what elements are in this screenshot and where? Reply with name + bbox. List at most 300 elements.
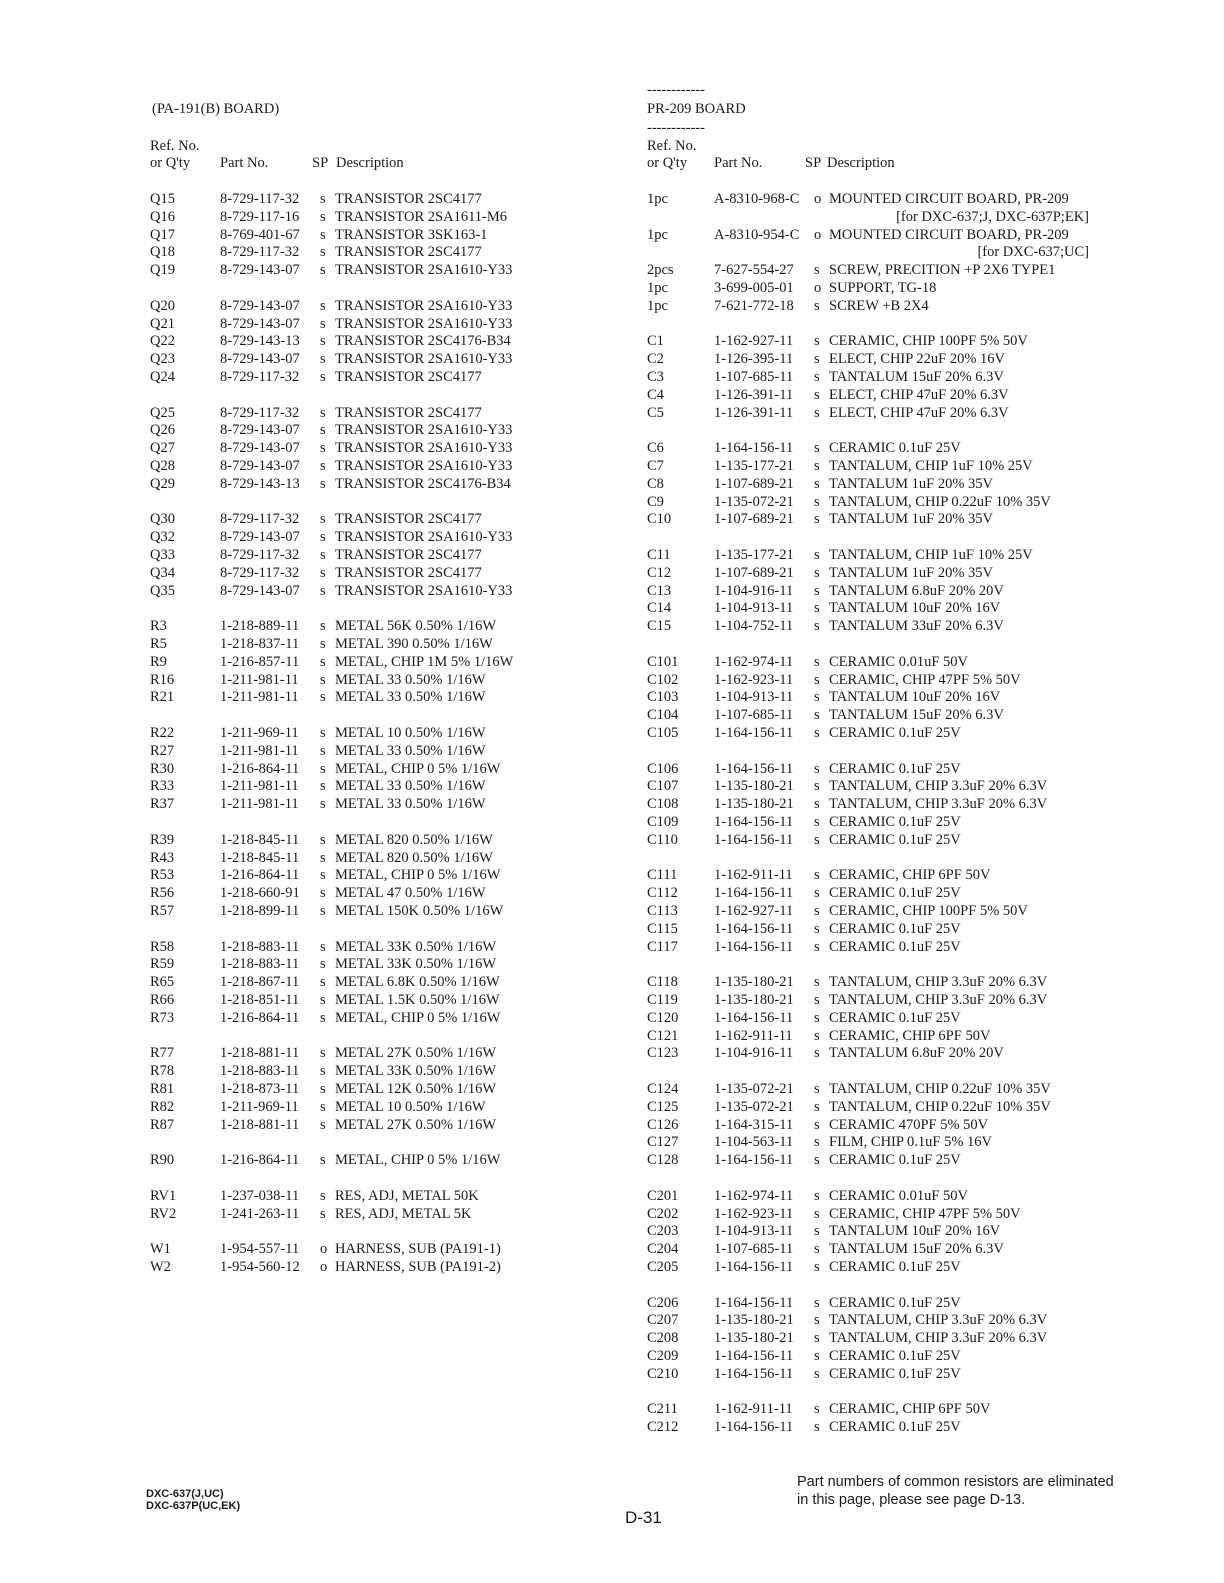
sp-cell: o (320, 1241, 328, 1258)
ref-cell: Q19 (150, 262, 175, 279)
table-row (150, 582, 590, 600)
header-part-no: Part No. (714, 155, 763, 171)
ref-cell: R66 (150, 992, 175, 1008)
description-cell: TRANSISTOR 2SC4177 (335, 547, 482, 563)
ref-cell: Q23 (150, 351, 175, 368)
table-row (647, 1116, 1117, 1134)
description-cell: TRANSISTOR 2SC4177 (335, 191, 482, 207)
part-no-cell: 1-164-156-11 (714, 831, 794, 848)
ref-cell: Q20 (150, 297, 175, 314)
part-no-cell: 1-211-981-11 (220, 778, 299, 795)
description-cell: TRANSISTOR 2SC4177 (335, 404, 482, 421)
sp-cell: s (320, 1205, 326, 1222)
ref-cell: Q15 (150, 191, 175, 207)
table-row (647, 688, 1117, 706)
table-row (647, 493, 1117, 511)
description-cell: CERAMIC, CHIP 6PF 50V (829, 1401, 991, 1418)
description-cell: TRANSISTOR 2SA1610-Y33 (335, 422, 513, 439)
part-no-cell: 1-104-913-11 (714, 600, 794, 617)
part-no-cell: 1-135-072-21 (714, 1098, 794, 1115)
part-no-cell: 1-164-156-11 (714, 725, 794, 741)
description-cell: METAL 47 0.50% 1/16W (335, 885, 486, 902)
table-row (647, 760, 1117, 778)
sp-cell: o (814, 280, 822, 296)
part-no-cell: 1-218-837-11 (220, 636, 300, 652)
part-no-cell: 1-241-263-11 (220, 1205, 300, 1222)
table-row (647, 920, 1117, 938)
description-cell: METAL 33K 0.50% 1/16W (335, 956, 497, 973)
sp-cell: o (814, 191, 822, 207)
ref-cell: C127 (647, 1134, 679, 1151)
table-row (647, 386, 1117, 404)
ref-cell: R56 (150, 885, 175, 902)
part-no-cell: 1-104-913-11 (714, 689, 794, 706)
table-row (647, 208, 1117, 226)
table-row (647, 777, 1117, 795)
description-cell: TANTALUM, CHIP 3.3uF 20% 6.3V (829, 992, 1048, 1008)
part-no-cell: 1-218-881-11 (220, 1045, 300, 1062)
ref-cell: R90 (150, 1152, 175, 1169)
table-row (150, 439, 590, 457)
description-cell: CERAMIC 0.01uF 50V (829, 1187, 968, 1204)
part-no-cell: 1-218-873-11 (220, 1081, 300, 1097)
table-row (647, 190, 1117, 208)
table-row (647, 1311, 1117, 1329)
ref-cell: C201 (647, 1187, 679, 1204)
table-row (150, 635, 590, 653)
sp-cell: s (320, 725, 326, 741)
part-no-cell: 8-729-143-07 (220, 351, 300, 368)
description-cell: TANTALUM 1uF 20% 35V (829, 475, 994, 492)
table-row (647, 617, 1117, 635)
ref-cell: R82 (150, 1098, 175, 1115)
ref-cell: R77 (150, 1045, 175, 1062)
part-no-cell: 1-164-156-11 (714, 760, 794, 777)
sp-cell: s (814, 386, 820, 403)
part-no-cell: 1-164-156-11 (714, 938, 794, 955)
description-cell: TRANSISTOR 2SC4177 (335, 511, 482, 528)
part-no-cell: 1-218-851-11 (220, 992, 300, 1008)
description-cell: TRANSISTOR 2SC4176-B34 (335, 333, 511, 350)
part-no-cell: 1-164-156-11 (714, 885, 794, 902)
sp-cell: s (814, 938, 820, 955)
description-cell: METAL 33 0.50% 1/16W (335, 671, 486, 688)
part-no-cell: 1-162-927-11 (714, 903, 794, 919)
table-row (150, 1098, 590, 1116)
sp-cell: s (320, 831, 326, 848)
sp-cell: s (320, 208, 326, 225)
description-cell: TRANSISTOR 2SC4176-B34 (335, 475, 511, 492)
model-line-2: DXC-637P(UC,EK) (146, 1500, 241, 1512)
description-cell: ELECT, CHIP 47uF 20% 6.3V (829, 404, 1009, 421)
sp-cell: s (320, 956, 326, 973)
description-cell: METAL 33 0.50% 1/16W (335, 742, 486, 759)
description-cell: METAL 33K 0.50% 1/16W (335, 938, 497, 955)
ref-cell: C6 (647, 440, 664, 457)
description-cell: CERAMIC 0.1uF 25V (829, 760, 961, 777)
ref-cell: C211 (647, 1401, 678, 1418)
table-row (647, 1133, 1117, 1151)
ref-cell: C124 (647, 1081, 679, 1097)
ref-cell: R33 (150, 778, 175, 795)
ref-cell: C12 (647, 564, 672, 581)
ref-cell: R27 (150, 742, 175, 759)
table-row (150, 1205, 590, 1223)
sp-cell: s (320, 191, 326, 207)
table-row (647, 813, 1117, 831)
sp-cell: s (814, 1259, 820, 1275)
table-row (150, 1080, 590, 1098)
table-row (150, 190, 590, 208)
part-no-cell: 1-218-899-11 (220, 903, 300, 919)
ref-cell: Q29 (150, 475, 175, 492)
table-row (647, 973, 1117, 991)
ref-cell: C115 (647, 920, 678, 937)
ref-cell: C104 (647, 707, 679, 724)
sp-cell: s (814, 778, 820, 795)
sp-cell: s (814, 1205, 820, 1222)
part-no-cell: 1-211-969-11 (220, 725, 299, 741)
ref-cell: R43 (150, 849, 175, 866)
table-row (647, 1240, 1117, 1258)
part-no-cell: 1-104-916-11 (714, 582, 794, 599)
part-no-cell: 1-218-845-11 (220, 849, 300, 866)
ref-cell: C9 (647, 493, 664, 510)
sp-cell: s (814, 1116, 820, 1133)
sp-cell: s (320, 297, 326, 314)
table-row (647, 1400, 1117, 1418)
sp-cell: s (814, 1401, 820, 1418)
sp-cell: s (814, 582, 820, 599)
description-cell: METAL, CHIP 0 5% 1/16W (335, 760, 501, 777)
ref-cell: C126 (647, 1116, 679, 1133)
ref-cell: C5 (647, 404, 664, 421)
table-row (150, 1240, 590, 1258)
sp-cell: s (814, 618, 820, 635)
ref-cell: Q34 (150, 564, 175, 581)
part-no-cell: 1-216-857-11 (220, 653, 300, 670)
ref-cell: C206 (647, 1294, 679, 1311)
part-no-cell: 1-135-180-21 (714, 778, 794, 795)
header-or-qty: or Q'ty (647, 155, 688, 171)
ref-cell: R87 (150, 1116, 175, 1133)
table-row (150, 457, 590, 475)
table-row (647, 1027, 1117, 1045)
part-no-cell: 8-729-117-32 (220, 244, 300, 261)
table-row (647, 671, 1117, 689)
ref-cell: Q17 (150, 226, 175, 243)
ref-cell: C212 (647, 1419, 679, 1436)
description-cell: TANTALUM 6.8uF 20% 20V (829, 1045, 1004, 1062)
description-cell: CERAMIC, CHIP 6PF 50V (829, 867, 991, 884)
ref-cell: C101 (647, 653, 679, 670)
table-row (150, 724, 590, 742)
table-row (647, 653, 1117, 671)
part-no-cell: 1-162-911-11 (714, 1401, 793, 1418)
part-no-cell: 1-104-913-11 (714, 1223, 794, 1240)
sp-cell: s (814, 475, 820, 492)
ref-cell: R3 (150, 618, 167, 635)
description-cell: TANTALUM, CHIP 0.22uF 10% 35V (829, 493, 1051, 510)
description-cell: TANTALUM 15uF 20% 6.3V (829, 1241, 1004, 1258)
sp-cell: s (320, 849, 326, 866)
header-ref-no: Ref. No. (150, 138, 200, 154)
sp-cell: s (814, 1045, 820, 1062)
part-no-cell: 1-164-156-11 (714, 814, 794, 830)
description-cell: TRANSISTOR 2SC4177 (335, 369, 482, 385)
description-cell: METAL, CHIP 1M 5% 1/16W (335, 653, 514, 670)
description-cell: METAL 33 0.50% 1/16W (335, 689, 486, 706)
header-description: Description (336, 155, 404, 171)
description-cell: TANTALUM 10uF 20% 16V (829, 600, 1001, 617)
sp-cell: s (814, 1223, 820, 1240)
sp-cell: o (814, 226, 822, 243)
table-row (150, 938, 590, 956)
header-ref-no: Ref. No. (647, 138, 697, 154)
part-no-cell: 1-107-689-21 (714, 564, 794, 581)
part-no-cell: 1-126-391-11 (714, 386, 794, 403)
title-rule-bottom: ------------ (647, 120, 705, 136)
part-no-cell: 8-729-143-07 (220, 297, 300, 314)
sp-cell: s (320, 1116, 326, 1133)
table-row (647, 564, 1117, 582)
part-no-cell: 8-729-143-07 (220, 529, 300, 546)
ref-cell: C210 (647, 1365, 679, 1382)
header-sp: SP (805, 155, 822, 171)
ref-cell: 1pc (647, 191, 668, 207)
part-no-cell: 1-164-156-11 (714, 1294, 794, 1311)
description-cell: TANTALUM 15uF 20% 6.3V (829, 707, 1004, 724)
description-cell: TANTALUM, CHIP 3.3uF 20% 6.3V (829, 778, 1048, 795)
part-no-cell: A-8310-968-C (714, 191, 800, 207)
table-row (150, 261, 590, 279)
ref-cell: C14 (647, 600, 672, 617)
part-no-cell: 1-211-981-11 (220, 742, 299, 759)
ref-cell: R78 (150, 1063, 175, 1080)
sp-cell: s (320, 315, 326, 332)
sp-cell: s (320, 885, 326, 902)
table-row (647, 866, 1117, 884)
sp-cell: s (814, 1312, 820, 1329)
sp-cell: s (320, 547, 326, 563)
sp-cell: s (814, 920, 820, 937)
part-no-cell: 1-162-911-11 (714, 1027, 793, 1044)
part-no-cell: 8-729-143-13 (220, 475, 300, 492)
table-row (647, 582, 1117, 600)
ref-cell: Q33 (150, 547, 175, 563)
footnote-line-2: in this page, please see page D-13. (797, 1492, 1026, 1508)
part-no-cell: 8-729-143-07 (220, 422, 300, 439)
sp-cell: s (320, 404, 326, 421)
table-row (647, 350, 1117, 368)
table-row (647, 279, 1117, 297)
part-no-cell: 1-135-180-21 (714, 992, 794, 1008)
part-no-cell: 1-216-864-11 (220, 1009, 300, 1026)
sp-cell: s (320, 903, 326, 919)
description-cell: TRANSISTOR 2SA1610-Y33 (335, 262, 513, 279)
header-description: Description (827, 155, 895, 171)
ref-cell: C208 (647, 1330, 679, 1347)
sp-cell: s (814, 903, 820, 919)
description-cell: FILM, CHIP 0.1uF 5% 16V (829, 1134, 993, 1151)
description-cell: TANTALUM, CHIP 3.3uF 20% 6.3V (829, 1330, 1048, 1347)
ref-cell: C119 (647, 992, 678, 1008)
table-row (150, 350, 590, 368)
header-part-no: Part No. (220, 155, 269, 171)
sp-cell: s (320, 262, 326, 279)
sp-cell: s (814, 689, 820, 706)
sp-cell: s (814, 796, 820, 813)
table-row (647, 1080, 1117, 1098)
sp-cell: s (320, 351, 326, 368)
ref-cell: R81 (150, 1081, 175, 1097)
table-row (150, 332, 590, 350)
description-cell: MOUNTED CIRCUIT BOARD, PR-209 (829, 191, 1069, 207)
part-no-cell: 1-164-156-11 (714, 1259, 794, 1275)
description-cell: METAL, CHIP 0 5% 1/16W (335, 1152, 501, 1169)
description-cell: TANTALUM, CHIP 1uF 10% 25V (829, 458, 1033, 474)
ref-cell: R9 (150, 653, 167, 670)
ref-cell: C121 (647, 1027, 679, 1044)
ref-cell: C1 (647, 333, 664, 350)
part-no-cell: 1-164-156-11 (714, 1348, 794, 1364)
ref-cell: C120 (647, 1009, 679, 1026)
part-no-cell: 1-126-391-11 (714, 404, 794, 421)
description-cell: CERAMIC 470PF 5% 50V (829, 1116, 989, 1133)
part-no-cell: 1-135-072-21 (714, 1081, 794, 1097)
part-no-cell: 7-627-554-27 (714, 262, 794, 279)
description-cell: TRANSISTOR 2SC4177 (335, 244, 482, 261)
part-no-cell: 8-729-117-32 (220, 191, 300, 207)
sp-cell: s (320, 689, 326, 706)
description-cell: TRANSISTOR 3SK163-1 (335, 226, 488, 243)
ref-cell: R30 (150, 760, 175, 777)
sp-cell: s (320, 742, 326, 759)
part-no-cell: 1-164-156-11 (714, 1152, 794, 1169)
part-no-cell: 1-107-689-21 (714, 475, 794, 492)
sp-cell: s (320, 760, 326, 777)
part-no-cell: 1-104-916-11 (714, 1045, 794, 1062)
page-number: D-31 (625, 1508, 662, 1527)
description-cell: CERAMIC 0.1uF 25V (829, 1152, 961, 1169)
sp-cell: s (320, 1098, 326, 1115)
table-row (647, 1187, 1117, 1205)
part-no-cell: 1-162-923-11 (714, 1205, 794, 1222)
part-no-cell: A-8310-954-C (714, 226, 800, 243)
sp-cell: s (814, 885, 820, 902)
part-no-cell: 1-211-981-11 (220, 671, 299, 688)
description-cell: SCREW +B 2X4 (829, 297, 929, 314)
table-row (150, 1151, 590, 1169)
part-no-cell: 1-164-156-11 (714, 1009, 794, 1026)
sp-cell: s (814, 1241, 820, 1258)
sp-cell: s (320, 333, 326, 350)
sp-cell: s (814, 1027, 820, 1044)
sp-cell: s (814, 974, 820, 991)
table-row (647, 884, 1117, 902)
sp-cell: s (814, 493, 820, 510)
description-cell: METAL 10 0.50% 1/16W (335, 725, 486, 741)
sp-cell: s (814, 458, 820, 474)
description-cell: CERAMIC, CHIP 47PF 5% 50V (829, 1205, 1021, 1222)
table-row (647, 599, 1117, 617)
table-row (150, 866, 590, 884)
sp-cell: s (814, 1081, 820, 1097)
table-row (150, 1044, 590, 1062)
ref-cell: R21 (150, 689, 175, 706)
table-row (150, 368, 590, 386)
part-no-cell: 1-135-072-21 (714, 493, 794, 510)
sp-cell: s (320, 778, 326, 795)
ref-cell: C106 (647, 760, 679, 777)
table-row (150, 991, 590, 1009)
table-row (647, 706, 1117, 724)
model-line-1: DXC-637(J,UC) (146, 1488, 224, 1500)
ref-cell: Q28 (150, 458, 175, 474)
part-no-cell: 1-218-883-11 (220, 1063, 300, 1080)
ref-cell: Q30 (150, 511, 175, 528)
part-no-cell: 8-729-117-32 (220, 369, 300, 385)
part-no-cell: 1-126-395-11 (714, 351, 794, 368)
sp-cell: s (814, 351, 820, 368)
description-cell: TRANSISTOR 2SC4177 (335, 564, 482, 581)
sp-cell: s (320, 475, 326, 492)
part-no-cell: 1-218-883-11 (220, 938, 300, 955)
description-cell: TANTALUM, CHIP 3.3uF 20% 6.3V (829, 1312, 1048, 1329)
description-cell: CERAMIC 0.1uF 25V (829, 1009, 961, 1026)
sp-cell: s (814, 1009, 820, 1026)
description-cell: TANTALUM 33uF 20% 6.3V (829, 618, 1004, 635)
ref-cell: C103 (647, 689, 679, 706)
table-row (150, 884, 590, 902)
ref-cell: C113 (647, 903, 678, 919)
description-cell: TRANSISTOR 2SA1610-Y33 (335, 529, 513, 546)
table-row (647, 1044, 1117, 1062)
sp-cell: s (320, 992, 326, 1008)
sp-cell: s (320, 244, 326, 261)
sp-cell: s (814, 671, 820, 688)
table-row (150, 546, 590, 564)
table-row (150, 849, 590, 867)
description-cell: METAL 6.8K 0.50% 1/16W (335, 974, 500, 991)
sp-cell: s (814, 707, 820, 724)
table-row (647, 1365, 1117, 1383)
part-no-cell: 8-729-117-32 (220, 564, 300, 581)
description-cell: CERAMIC 0.1uF 25V (829, 885, 961, 902)
ref-cell: R57 (150, 903, 175, 919)
part-no-cell: 1-107-685-11 (714, 707, 794, 724)
ref-cell: C15 (647, 618, 672, 635)
ref-cell: C111 (647, 867, 678, 884)
part-no-cell: 1-218-660-91 (220, 885, 300, 902)
description-cell: CERAMIC 0.1uF 25V (829, 725, 961, 741)
sp-cell: s (320, 796, 326, 813)
table-row (150, 902, 590, 920)
ref-cell: C2 (647, 351, 664, 368)
sp-cell: s (814, 1152, 820, 1169)
sp-cell: s (320, 582, 326, 599)
description-cell: METAL 10 0.50% 1/16W (335, 1098, 486, 1115)
description-cell: TANTALUM, CHIP 3.3uF 20% 6.3V (829, 974, 1048, 991)
description-cell: CERAMIC, CHIP 6PF 50V (829, 1027, 991, 1044)
part-no-cell: 8-729-117-16 (220, 208, 300, 225)
part-no-cell: 1-211-981-11 (220, 796, 299, 813)
ref-cell: C109 (647, 814, 679, 830)
ref-cell: C4 (647, 386, 664, 403)
table-row (647, 261, 1117, 279)
sp-cell: s (814, 814, 820, 830)
sp-cell: s (320, 369, 326, 385)
